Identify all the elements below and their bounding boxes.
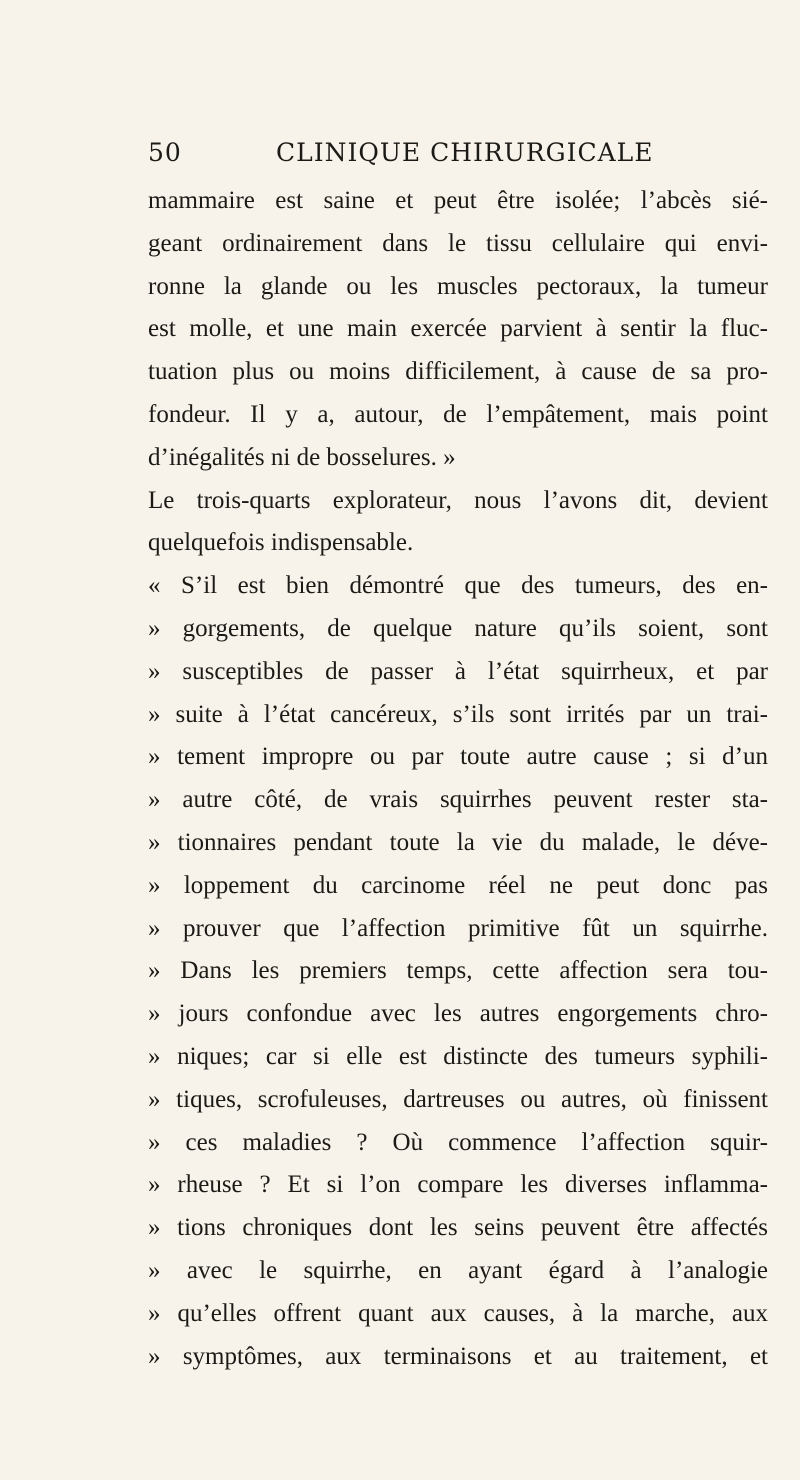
page-number: 50: [148, 138, 182, 167]
text-line: ronne la glande ou les muscles pectoraux, la tumeur: [148, 272, 768, 300]
text-line: » tions chroniques dont les seins peuvent être affectés: [148, 1214, 768, 1242]
text-line: » avec le squirrhe, en ayant égard à l’analogie: [148, 1256, 768, 1284]
text-line: tuation plus ou moins difficilement, à cause de sa pro-: [148, 358, 768, 386]
text-line: » ces maladies ? Où commence l’affection squir-: [148, 1128, 768, 1156]
text-line: » tement impropre ou par toute autre cause ; si d’un: [148, 743, 768, 771]
text-line: » jours confondue avec les autres engorgements chro-: [148, 1000, 768, 1028]
text-line: Le trois-quarts explorateur, nous l’avons dit, devient: [148, 486, 768, 514]
text-line: » tionnaires pendant toute la vie du malade, le déve-: [148, 828, 768, 856]
text-line: » niques; car si elle est distincte des tumeurs syphili-: [148, 1042, 768, 1070]
page-header: [148, 138, 668, 174]
text-line: » prouver que l’affection primitive fût un squirrhe.: [148, 914, 768, 942]
text-line: est molle, et une main exercée parvient à sentir la fluc-: [148, 315, 768, 343]
text-line: quelquefois indispensable.: [148, 529, 414, 557]
text-line: geant ordinairement dans le tissu cellulaire qui envi-: [148, 229, 768, 257]
text-line: » rheuse ? Et si l’on compare les diverses inflamma-: [148, 1171, 768, 1199]
text-line: » symptômes, aux terminaisons et au traitement, et: [148, 1342, 768, 1370]
text-line: fondeur. Il y a, autour, de l’empâtement, mais point: [148, 400, 768, 428]
text-line: mammaire est saine et peut être isolée; l’abcès sié-: [148, 187, 768, 214]
text-line: » suite à l’état cancéreux, s’ils sont irrités par un trai-: [148, 700, 768, 728]
text-line: » autre côté, de vrais squirrhes peuvent rester sta-: [148, 786, 768, 814]
text-line: » susceptibles de passer à l’état squirrheux, et par: [148, 657, 768, 685]
text-line: » tiques, scrofuleuses, dartreuses ou autres, où finissent: [148, 1085, 768, 1113]
text-line: » gorgements, de quelque nature qu’ils soient, sont: [148, 614, 768, 642]
text-line: d’inégalités ni de bosselures. »: [148, 443, 456, 471]
text-line: » loppement du carcinome réel ne peut donc pas: [148, 871, 768, 899]
text-line: » Dans les premiers temps, cette affection sera tou-: [148, 957, 768, 985]
text-line: « S’il est bien démontré que des tumeurs, des en-: [148, 572, 768, 600]
text-line: » qu’elles offrent quant aux causes, à la marche, aux: [148, 1299, 768, 1327]
body-text: [148, 180, 768, 1378]
running-title: CLINIQUE CHIRURGICALE: [276, 138, 654, 167]
